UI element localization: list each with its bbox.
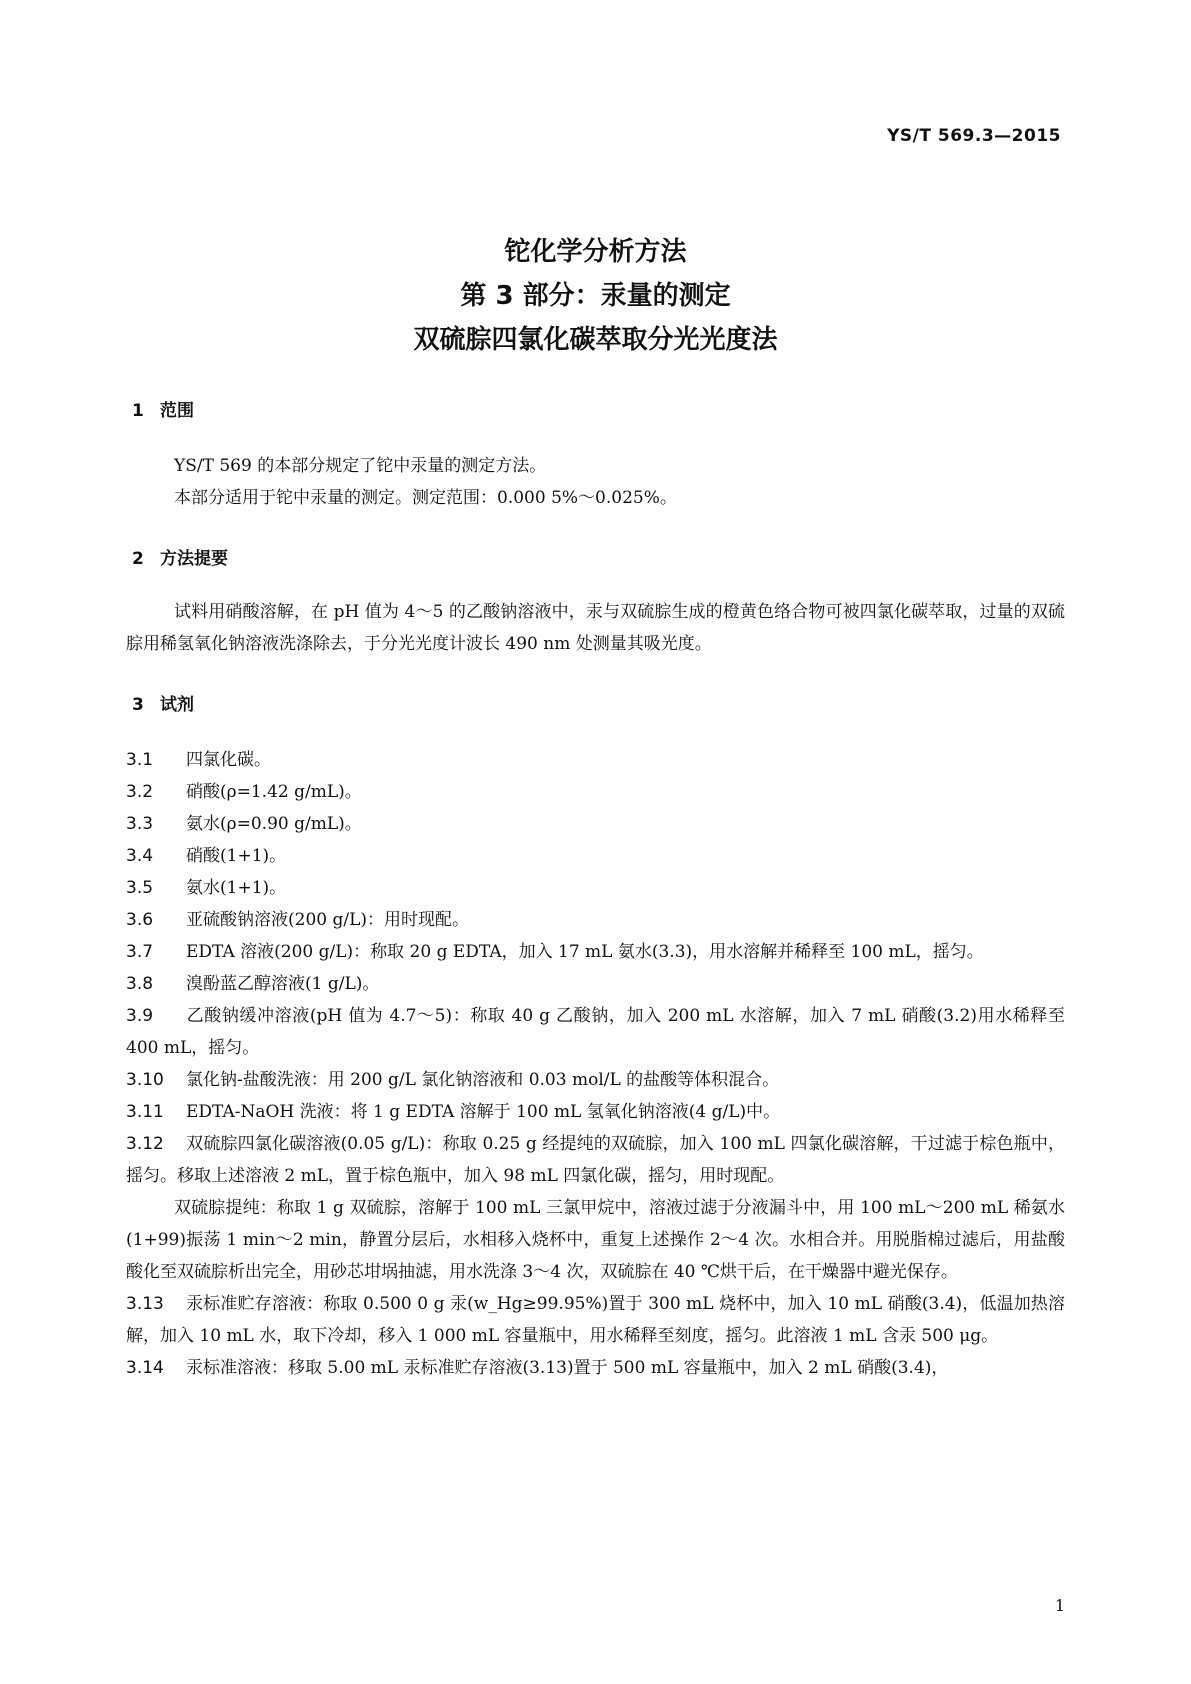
item-number: 3.9 xyxy=(126,1006,154,1026)
paragraph: 试料用硝酸溶解，在 pH 值为 4～5 的乙酸钠溶液中，汞与双硫腙生成的橙黄色络合物可被四氯化碳萃取，过量的双硫腙用稀氢氧化钠溶液洗涤除去，于分光光度计波长 490 nm 处测量其吸光度。 xyxy=(126,602,1065,654)
section-number: 1 xyxy=(132,401,144,421)
item-number: 3.3 xyxy=(126,814,154,834)
reagent-item xyxy=(126,776,1065,808)
reagent-item xyxy=(126,840,1065,872)
item-text: EDTA-NaOH 洗液：将 1 g EDTA 溶解于 100 mL 氢氧化钠溶液(4 g/L)中。 xyxy=(186,1102,781,1122)
item-text: 双硫腙四氯化碳溶液(0.05 g/L)：称取 0.25 g 经提纯的双硫腙，加入 100 mL 四氯化碳溶解，干过滤于棕色瓶中，摇匀。移取上述溶液 2 mL，置于棕色瓶中，加入 98 mL 四氯化碳，摇匀，用时现配。 xyxy=(126,1134,1065,1186)
section-number: 2 xyxy=(132,549,144,569)
section-3-heading xyxy=(132,690,194,715)
reagent-item xyxy=(126,808,1065,840)
item-text: 溴酚蓝乙醇溶液(1 g/L)。 xyxy=(186,974,380,994)
item-number: 3.8 xyxy=(126,974,154,994)
standard-code: YS/T 569.3—2015 xyxy=(887,126,1061,146)
page-number: 1 xyxy=(1054,1596,1065,1615)
reagent-item xyxy=(126,1064,1065,1096)
item-text: 四氯化碳。 xyxy=(186,750,271,770)
item-number: 3.7 xyxy=(126,942,154,962)
title-line-2: 第 3 部分：汞量的测定 xyxy=(460,281,731,311)
section-1-heading xyxy=(132,396,194,421)
reagent-item xyxy=(126,1352,1065,1384)
reagent-item xyxy=(126,1288,1065,1352)
item-text: 亚硫酸钠溶液(200 g/L)：用时现配。 xyxy=(186,910,470,930)
reagent-item xyxy=(126,1128,1065,1192)
paragraph: 本部分适用于铊中汞量的测定。测定范围：0.000 5%～0.025%。 xyxy=(174,488,677,508)
paragraph: YS/T 569 的本部分规定了铊中汞量的测定方法。 xyxy=(174,456,547,476)
section-number: 3 xyxy=(132,695,144,715)
purification-paragraph: 双硫腙提纯：称取 1 g 双硫腙，溶解于 100 mL 三氯甲烷中，溶液过滤于分液漏斗中，用 100 mL～200 mL 稀氨水(1+99)振荡 1 min～2 min，静置分层后，水相移入烧杯中，重复上述操作 2～4 次。水相合并。用脱脂棉过滤后，用盐酸酸化至双硫腙析出完全，用砂芯坩埚抽滤，用水洗涤 3～4 次，双硫腙在 40 ℃烘干后，在干燥器中避光保存。 xyxy=(126,1198,1065,1282)
section-2-body xyxy=(126,596,1065,660)
title-line-3: 双硫腙四氯化碳萃取分光光度法 xyxy=(413,325,778,355)
item-text: 氯化钠-盐酸洗液：用 200 g/L 氯化钠溶液和 0.03 mol/L 的盐酸等体积混合。 xyxy=(186,1070,780,1090)
reagent-item xyxy=(126,744,1065,776)
reagent-item xyxy=(126,872,1065,904)
section-title: 方法提要 xyxy=(160,549,228,569)
section-1-body xyxy=(126,450,1065,514)
reagent-item xyxy=(126,1000,1065,1064)
item-text: 汞标准贮存溶液：称取 0.500 0 g 汞(w_Hg≥99.95%)置于 300 mL 烧杯中，加入 10 mL 硝酸(3.4)，低温加热溶解，加入 10 mL 水，取下冷却，移入 1 000 mL 容量瓶中，用水稀释至刻度，摇匀。此溶液 1 mL 含汞 500 μg。 xyxy=(126,1294,1065,1346)
item-number: 3.11 xyxy=(126,1102,164,1122)
item-text: 乙酸钠缓冲溶液(pH 值为 4.7～5)：称取 40 g 乙酸钠，加入 200 mL 水溶解，加入 7 mL 硝酸(3.2)用水稀释至 400 mL，摇匀。 xyxy=(126,1006,1065,1058)
item-number: 3.4 xyxy=(126,846,154,866)
reagent-item xyxy=(126,1096,1065,1128)
item-text: 硝酸(1+1)。 xyxy=(186,846,287,866)
item-number: 3.13 xyxy=(126,1294,164,1314)
item-text: 氨水(ρ=0.90 g/mL)。 xyxy=(186,814,362,834)
item-number: 3.10 xyxy=(126,1070,164,1090)
section-2-heading xyxy=(132,544,228,569)
item-number: 3.6 xyxy=(126,910,154,930)
item-number: 3.1 xyxy=(126,750,154,770)
item-number: 3.14 xyxy=(126,1358,164,1378)
item-text: 硝酸(ρ=1.42 g/mL)。 xyxy=(186,782,362,802)
item-text: EDTA 溶液(200 g/L)：称取 20 g EDTA，加入 17 mL 氨水(3.3)，用水溶解并稀释至 100 mL，摇匀。 xyxy=(186,942,984,962)
item-number: 3.12 xyxy=(126,1134,164,1154)
section-title: 试剂 xyxy=(160,695,194,715)
item-text: 汞标准溶液：移取 5.00 mL 汞标准贮存溶液(3.13)置于 500 mL 容量瓶中，加入 2 mL 硝酸(3.4)， xyxy=(186,1358,949,1378)
section-title: 范围 xyxy=(160,401,194,421)
item-number: 3.2 xyxy=(126,782,154,802)
title-line-1: 铊化学分析方法 xyxy=(504,237,687,267)
item-number: 3.5 xyxy=(126,878,154,898)
item-text: 氨水(1+1)。 xyxy=(186,878,287,898)
reagent-list xyxy=(126,744,1065,1384)
reagent-item xyxy=(126,968,1065,1000)
document-title xyxy=(0,230,1191,362)
reagent-item xyxy=(126,904,1065,936)
reagent-item xyxy=(126,936,1065,968)
